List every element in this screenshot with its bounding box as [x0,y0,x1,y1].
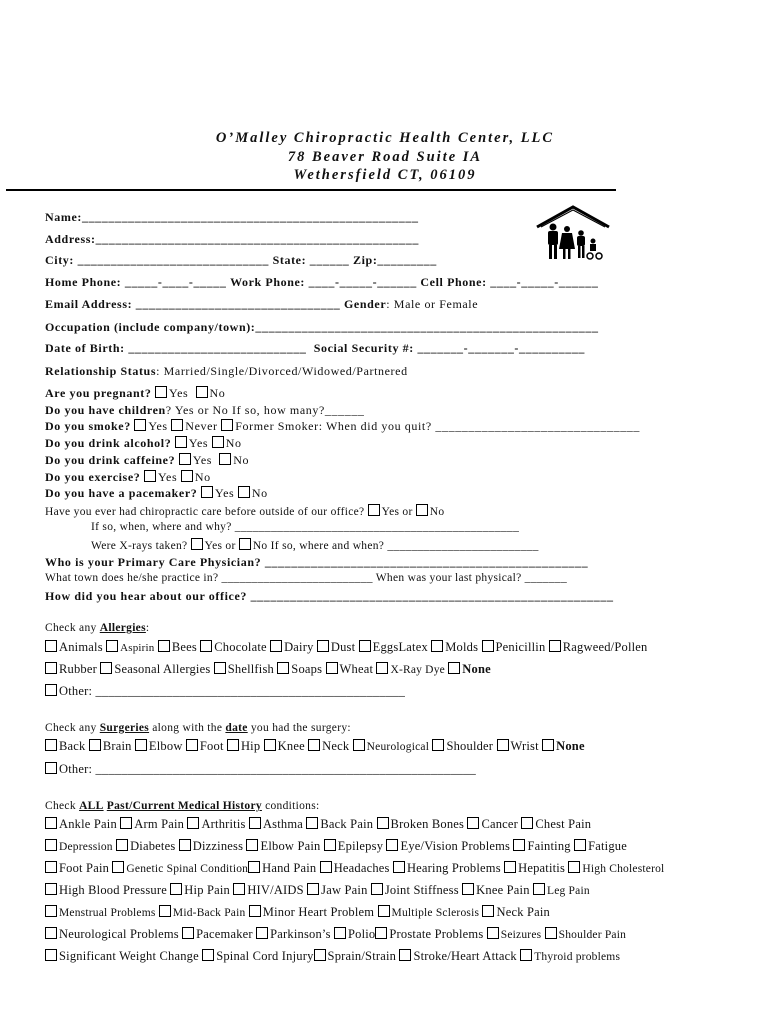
condition-checkbox[interactable] [116,839,128,851]
allergy-other-field[interactable]: Other: ________________________________________________ [59,684,406,698]
ssn-field[interactable]: Social Security #: _______-_______-__________ [313,341,586,355]
condition-checkbox[interactable] [170,883,182,895]
pregnant-yes-checkbox[interactable] [155,386,167,398]
allergy-rubber-checkbox[interactable] [45,662,57,674]
conditions-heading: Check ALL Past/Current Medical History conditions: [45,800,320,812]
condition-checkbox[interactable] [179,839,191,851]
condition-checkbox[interactable] [45,927,57,939]
condition-checkbox[interactable] [306,817,318,829]
email-field[interactable]: Email Address: _______________________________ [45,297,341,311]
condition-checkbox[interactable] [45,905,57,917]
allergies-heading: Check any Allergies: [45,622,150,634]
allergies-row-1: Animals Aspirin Bees Chocolate Dairy Dust EggsLatex Molds Penicillin Ragweed/Pollen [45,640,648,655]
caffeine-no-checkbox[interactable] [219,453,231,465]
surgery-other-field[interactable]: Other: ___________________________________________________________ [59,762,477,776]
allergies-other [45,684,405,699]
conditions-row-2: Depression Diabetes Dizziness Elbow Pain Epilepsy Eye/Vision Problems Fainting Fatigue [45,839,627,854]
surgery-brain-checkbox[interactable] [89,739,101,751]
allergy-bees-checkbox[interactable] [158,640,170,652]
allergy-other-checkbox[interactable] [45,684,57,696]
caffeine-question: Do you drink caffeine? Yes No [45,453,250,467]
condition-checkbox[interactable] [249,905,261,917]
condition-checkbox[interactable] [386,839,398,851]
conditions-row-6: Neurological Problems Pacemaker Parkinson’s Polio Prostate Problems Seizures Shoulder Pain [45,927,626,942]
allergy-ragweed-checkbox[interactable] [549,640,561,652]
allergy-wheat-checkbox[interactable] [326,662,338,674]
state-field[interactable]: State: ______ [272,253,350,267]
relationship-label: Relationship Status [45,364,157,378]
condition-checkbox[interactable] [248,861,260,873]
chiro-no-checkbox[interactable] [416,504,428,516]
surgery-wrist-checkbox[interactable] [497,739,509,751]
conditions-row-3: Foot Pain Genetic Spinal Condition Hand Pain Headaches Hearing Problems Hepatitis High Cholesterol [45,861,664,876]
allergy-molds-checkbox[interactable] [431,640,443,652]
condition-checkbox[interactable] [378,905,390,917]
surgery-neck-checkbox[interactable] [308,739,320,751]
when-where-field[interactable]: If so, when, where and why? _______________________________________________ [91,521,520,533]
condition-checkbox[interactable] [45,839,57,851]
condition-checkbox[interactable] [334,927,346,939]
xrays-yes-checkbox[interactable] [191,538,203,550]
surgery-shoulder-checkbox[interactable] [432,739,444,751]
xrays-no-checkbox[interactable] [239,538,251,550]
exercise-question: Do you exercise? Yes No [45,470,211,484]
condition-checkbox[interactable] [467,817,479,829]
exercise-no-checkbox[interactable] [181,470,193,482]
condition-checkbox[interactable] [307,883,319,895]
zip-field[interactable]: Zip:_________ [353,253,437,267]
email-gender-row[interactable] [45,297,478,312]
allergy-dust-checkbox[interactable] [317,640,329,652]
gender-options[interactable]: : Male or Female [386,297,479,311]
physician-field[interactable]: Who is your Primary Care Physician? _________________________________________________ [45,555,589,569]
exercise-yes-checkbox[interactable] [144,470,156,482]
surgery-back-checkbox[interactable] [45,739,57,751]
allergy-aspirin-checkbox[interactable] [106,640,118,652]
condition-checkbox[interactable] [568,861,580,873]
condition-checkbox[interactable] [504,861,516,873]
condition-checkbox[interactable] [112,861,124,873]
occupation-field[interactable]: Occupation (include company/town):____________________________________________________ [45,320,599,334]
pacemaker-yes-checkbox[interactable] [201,486,213,498]
allergy-shellfish-checkbox[interactable] [214,662,226,674]
pacemaker-no-checkbox[interactable] [238,486,250,498]
chiro-before-question: Have you ever had chiropractic care before outside of our office? Yes or No [45,506,445,518]
allergy-seasonal-checkbox[interactable] [100,662,112,674]
smoke-question: Do you smoke? Yes Never Former Smoker: When did you quit? _______________________________ [45,419,640,433]
alcohol-question: Do you drink alcohol? Yes No [45,436,242,450]
conditions-row-5: Menstrual Problems Mid-Back Pain Minor Heart Problem Multiple Sclerosis Neck Pain [45,905,550,920]
condition-checkbox[interactable] [45,949,57,961]
family-house-logo [533,205,613,265]
allergy-animals-checkbox[interactable] [45,640,57,652]
allergy-penicillin-checkbox[interactable] [482,640,494,652]
condition-checkbox[interactable] [324,839,336,851]
condition-checkbox[interactable] [159,905,171,917]
condition-checkbox[interactable] [45,817,57,829]
condition-checkbox[interactable] [377,817,389,829]
condition-checkbox[interactable] [487,927,499,939]
cell-phone-field[interactable]: Cell Phone: ____-_____-______ [420,275,599,289]
condition-checkbox[interactable] [182,927,194,939]
caffeine-yes-checkbox[interactable] [179,453,191,465]
relationship-row[interactable] [45,364,408,379]
condition-checkbox[interactable] [533,883,545,895]
allergy-soaps-checkbox[interactable] [277,662,289,674]
allergies-row-2: Rubber Seasonal Allergies Shellfish Soaps Wheat X-Ray Dye None [45,662,491,677]
surgeries-row: Back Brain Elbow Foot Hip Knee Neck Neurological Shoulder Wrist None [45,739,585,754]
condition-checkbox[interactable] [320,861,332,873]
xrays-question: Were X-rays taken? Yes or No If so, where and when? _________________________ [91,540,539,552]
header-divider [6,189,616,191]
gender-label: Gender [344,297,387,311]
pregnant-no-checkbox[interactable] [196,386,208,398]
surgery-none-checkbox[interactable] [542,739,554,751]
children-question[interactable]: Do you have children? Yes or No If so, how many?______ [45,403,365,417]
smoke-never-checkbox[interactable] [171,419,183,431]
condition-checkbox[interactable] [120,817,132,829]
condition-checkbox[interactable] [233,883,245,895]
condition-checkbox[interactable] [513,839,525,851]
pregnant-question: Are you pregnant? Yes No [45,386,226,400]
surgeries-heading: Check any Surgeries along with the date you had the surgery: [45,722,351,734]
surgeries-other [45,762,476,777]
condition-checkbox[interactable] [375,927,387,939]
alcohol-no-checkbox[interactable] [212,436,224,448]
condition-checkbox[interactable] [202,949,214,961]
relationship-options[interactable]: : Married/Single/Divorced/Widowed/Partnered [156,364,408,378]
condition-checkbox[interactable] [371,883,383,895]
city-state-zip-row[interactable] [45,253,437,268]
surgery-foot-checkbox[interactable] [186,739,198,751]
pacemaker-question: Do you have a pacemaker? Yes No [45,486,268,500]
conditions-row-7: Significant Weight Change Spinal Cord Injury Sprain/Strain Stroke/Heart Attack Thyroid problems [45,949,620,964]
phone-row[interactable] [45,275,598,290]
condition-checkbox[interactable] [256,927,268,939]
dob-ssn-row[interactable] [45,341,585,356]
town-physical-field[interactable]: What town does he/she practice in? _________________________ When was your last physical? _______ [45,572,568,584]
condition-checkbox[interactable] [545,927,557,939]
condition-checkbox[interactable] [482,905,494,917]
condition-checkbox[interactable] [399,949,411,961]
smoke-former-checkbox[interactable] [221,419,233,431]
allergy-dairy-checkbox[interactable] [270,640,282,652]
work-phone-field[interactable]: Work Phone: ____-_____-______ [230,275,417,289]
condition-checkbox[interactable] [249,817,261,829]
address-field[interactable]: Address:_________________________________________________ [45,232,419,246]
condition-checkbox[interactable] [187,817,199,829]
allergy-xray-dye-checkbox[interactable] [376,662,388,674]
condition-checkbox[interactable] [314,949,326,961]
condition-checkbox[interactable] [521,817,533,829]
condition-checkbox[interactable] [45,883,57,895]
condition-checkbox[interactable] [246,839,258,851]
city-field[interactable]: City: _____________________________ [45,253,269,267]
conditions-row-1: Ankle Pain Arm Pain Arthritis Asthma Back Pain Broken Bones Cancer Chest Pain [45,817,591,832]
allergy-none-checkbox[interactable] [448,662,460,674]
clinic-name: O’Malley Chiropractic Health Center, LLC [215,130,555,146]
condition-checkbox[interactable] [574,839,586,851]
condition-checkbox[interactable] [393,861,405,873]
allergy-eggs-checkbox[interactable] [359,640,371,652]
surgery-elbow-checkbox[interactable] [135,739,147,751]
surgery-hip-checkbox[interactable] [227,739,239,751]
dob-field[interactable]: Date of Birth: ___________________________ [45,341,307,355]
conditions-row-4: High Blood Pressure Hip Pain HIV/AIDS Jaw Pain Joint Stiffness Knee Pain Leg Pain [45,883,590,898]
smoke-yes-checkbox[interactable] [134,419,146,431]
condition-checkbox[interactable] [520,949,532,961]
condition-checkbox[interactable] [462,883,474,895]
surgery-knee-checkbox[interactable] [264,739,276,751]
condition-checkbox[interactable] [45,861,57,873]
allergy-chocolate-checkbox[interactable] [200,640,212,652]
hear-about-field[interactable]: How did you hear about our office? _______________________________________________________ [45,589,614,603]
clinic-address: 78 Beaver Road Suite IA [287,149,483,165]
chiro-yes-checkbox[interactable] [368,504,380,516]
home-phone-field[interactable]: Home Phone: _____-____-_____ [45,275,227,289]
surgery-neurological-checkbox[interactable] [353,739,365,751]
clinic-city: Wethersfield CT, 06109 [293,167,477,183]
name-field[interactable]: Name:___________________________________________________ [45,210,419,224]
surgery-other-checkbox[interactable] [45,762,57,774]
alcohol-yes-checkbox[interactable] [175,436,187,448]
